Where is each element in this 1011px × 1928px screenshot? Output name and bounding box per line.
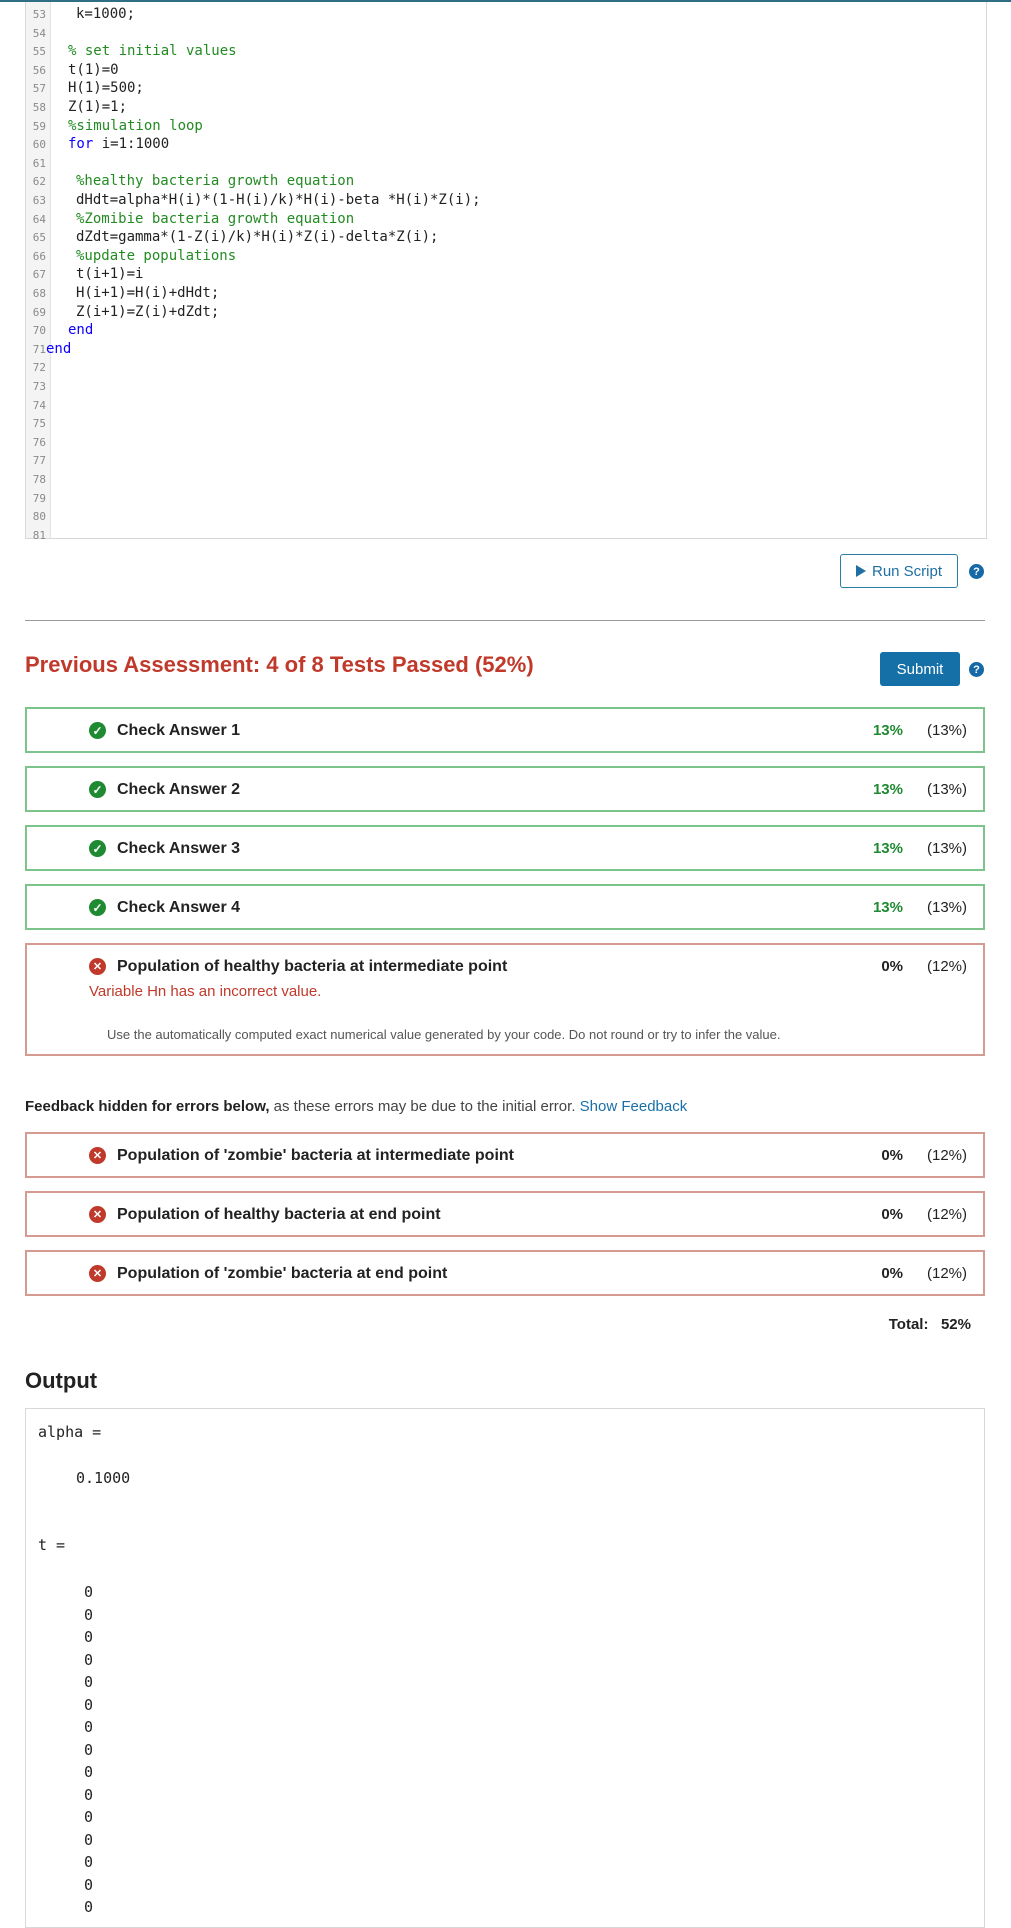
help-icon[interactable]: ? bbox=[969, 564, 984, 579]
check-icon: ✓ bbox=[89, 781, 106, 798]
line-number: 63 bbox=[32, 194, 46, 207]
t-value: 0 bbox=[84, 1583, 94, 1601]
line-number: 80 bbox=[32, 510, 46, 524]
test-name: Check Answer 2 bbox=[117, 781, 241, 798]
code-line: %healthy bacteria growth equation bbox=[76, 173, 355, 190]
code-line: end bbox=[68, 322, 94, 339]
code-line: % set initial values bbox=[68, 43, 237, 60]
line-number: 60 bbox=[32, 138, 46, 152]
line-number: 64 bbox=[32, 212, 46, 226]
t-value: 0 bbox=[84, 1740, 94, 1759]
line-number: 78 bbox=[32, 473, 46, 486]
assessment-title: Previous Assessment: 4 of 8 Tests Passed (52%) bbox=[25, 652, 534, 677]
test-name: Population of healthy bacteria at end point bbox=[117, 1206, 441, 1223]
test-weight: (13%) bbox=[926, 899, 967, 916]
feedback-text: as these errors may be due to the initial error. bbox=[269, 1098, 580, 1115]
feedback-bold-text: Feedback hidden for errors below, bbox=[25, 1098, 270, 1115]
error-icon: ✕ bbox=[89, 1147, 106, 1164]
check-icon: ✓ bbox=[89, 899, 106, 916]
code-line: Z(1)=1; bbox=[68, 99, 128, 115]
code-line: %update populations bbox=[76, 247, 237, 264]
line-number: 54 bbox=[32, 26, 46, 40]
t-value: 0 bbox=[84, 1898, 94, 1916]
code-line: H(1)=500; bbox=[68, 80, 144, 97]
t-value: 0 bbox=[84, 1808, 94, 1826]
output-title: Output bbox=[25, 1368, 98, 1393]
check-icon: ✓ bbox=[89, 840, 106, 857]
line-number: 73 bbox=[32, 380, 46, 393]
test-weight: (13%) bbox=[926, 840, 967, 857]
test-weight: (12%) bbox=[926, 958, 967, 975]
run-script-button[interactable] bbox=[840, 554, 958, 588]
t-value: 0 bbox=[84, 1718, 94, 1736]
line-number: 77 bbox=[32, 454, 46, 468]
code-line: dHdt=alpha*H(i)*(1-H(i)/k)*H(i)-beta *H(i)*Z(i); bbox=[76, 192, 481, 208]
submit-button[interactable]: Submit bbox=[880, 652, 960, 686]
test-weight: (13%) bbox=[926, 781, 967, 798]
t-value: 0 bbox=[84, 1628, 94, 1646]
test-score: 13% bbox=[872, 722, 903, 739]
test-score: 0% bbox=[881, 1206, 903, 1223]
code-line: Z(i+1)=Z(i)+dZdt; bbox=[76, 303, 220, 320]
line-number: 75 bbox=[32, 417, 46, 431]
test-weight: (12%) bbox=[926, 1147, 967, 1164]
keyword: for bbox=[68, 136, 94, 153]
test-name: Population of healthy bacteria at intermediate point bbox=[117, 958, 508, 975]
line-number: 66 bbox=[32, 249, 46, 263]
play-icon bbox=[856, 565, 866, 577]
line-number: 70 bbox=[32, 324, 46, 338]
output-panel[interactable] bbox=[25, 1408, 985, 1928]
test-score: 13% bbox=[872, 840, 903, 857]
line-number: 58 bbox=[32, 101, 46, 114]
test-result-failed[interactable] bbox=[25, 1132, 985, 1178]
test-weight: (13%) bbox=[926, 722, 967, 739]
code-line: H(i+1)=H(i)+dHdt; bbox=[76, 285, 220, 301]
test-result-passed[interactable] bbox=[25, 707, 985, 753]
t-value: 0 bbox=[84, 1785, 94, 1804]
error-message: Variable Hn has an incorrect value. bbox=[89, 983, 322, 1000]
code-line: %simulation loop bbox=[68, 117, 203, 134]
submit-help-icon[interactable]: ? bbox=[969, 662, 984, 677]
line-number: 55 bbox=[32, 45, 46, 59]
run-script-label: Run Script bbox=[871, 562, 943, 580]
line-number: 72 bbox=[32, 361, 46, 375]
t-value: 0 bbox=[84, 1763, 94, 1781]
test-name: Population of 'zombie' bacteria at end point bbox=[117, 1265, 448, 1282]
line-number: 79 bbox=[32, 491, 46, 505]
code-line: k=1000; bbox=[76, 6, 136, 22]
line-number: 57 bbox=[32, 82, 46, 96]
line-number: 65 bbox=[32, 231, 46, 245]
test-result-failed[interactable] bbox=[25, 1250, 985, 1296]
test-weight: (12%) bbox=[926, 1206, 967, 1223]
test-score: 0% bbox=[881, 1265, 903, 1282]
line-number: 62 bbox=[32, 175, 46, 189]
line-number: 56 bbox=[32, 63, 46, 77]
line-number: 53 bbox=[32, 8, 46, 21]
test-weight: (12%) bbox=[926, 1265, 967, 1282]
t-value: 0 bbox=[84, 1673, 94, 1691]
check-icon: ✓ bbox=[89, 722, 106, 739]
t-value: 0 bbox=[84, 1830, 94, 1849]
t-label: t = bbox=[38, 1536, 66, 1554]
t-value: 0 bbox=[84, 1875, 94, 1894]
test-result-failed[interactable] bbox=[25, 943, 985, 1056]
error-icon: ✕ bbox=[89, 958, 106, 975]
t-value: 0 bbox=[84, 1853, 94, 1871]
line-number: 74 bbox=[32, 398, 46, 412]
test-result-passed[interactable] bbox=[25, 884, 985, 930]
code-line: end bbox=[46, 340, 72, 357]
line-number: 81 bbox=[32, 528, 46, 542]
code-editor[interactable] bbox=[25, 2, 987, 542]
test-name: Check Answer 3 bbox=[117, 840, 241, 857]
line-number: 68 bbox=[32, 287, 46, 300]
code-line: for i=1:1000 bbox=[68, 136, 170, 153]
code-line: t(1)=0 bbox=[68, 61, 119, 78]
show-feedback-link[interactable]: Show Feedback bbox=[579, 1098, 688, 1115]
code-line: dZdt=gamma*(1-Z(i)/k)*H(i)*Z(i)-delta*Z(i); bbox=[76, 229, 439, 246]
t-value: 0 bbox=[84, 1650, 94, 1669]
error-icon: ✕ bbox=[89, 1206, 106, 1223]
test-name: Check Answer 1 bbox=[117, 722, 241, 739]
line-number: 61 bbox=[32, 156, 46, 170]
test-score: 13% bbox=[872, 899, 903, 916]
line-number: 76 bbox=[32, 435, 46, 449]
t-value: 0 bbox=[84, 1605, 94, 1624]
total-label: Total: bbox=[888, 1316, 929, 1333]
test-score: 0% bbox=[881, 1147, 903, 1164]
code-line: t(i+1)=i bbox=[76, 266, 144, 283]
section-divider bbox=[25, 620, 985, 621]
test-score: 13% bbox=[872, 781, 903, 798]
feedback-hidden-notice bbox=[25, 1098, 687, 1115]
alpha-value: 0.1000 bbox=[76, 1469, 131, 1487]
line-number-gutter bbox=[26, 2, 51, 542]
hint-text: Use the automatically computed exact numerical value generated by your code. Do not round or try to infer the value. bbox=[107, 1027, 781, 1042]
alpha-label: alpha = bbox=[38, 1423, 102, 1441]
test-result-failed[interactable] bbox=[25, 1191, 985, 1237]
t-value: 0 bbox=[84, 1695, 94, 1714]
test-result-passed[interactable] bbox=[25, 766, 985, 812]
test-result-passed[interactable] bbox=[25, 825, 985, 871]
line-number: 69 bbox=[32, 305, 46, 319]
test-score: 0% bbox=[881, 958, 903, 975]
line-number: 67 bbox=[32, 268, 46, 282]
total-value: 52% bbox=[940, 1316, 971, 1333]
test-name: Population of 'zombie' bacteria at intermediate point bbox=[117, 1147, 514, 1164]
total-score bbox=[889, 1316, 971, 1333]
line-number: 71 bbox=[32, 342, 46, 356]
test-name: Check Answer 4 bbox=[117, 899, 241, 916]
error-icon: ✕ bbox=[89, 1265, 106, 1282]
line-number: 59 bbox=[32, 119, 46, 133]
code-line: %Zomibie bacteria growth equation bbox=[76, 210, 355, 227]
